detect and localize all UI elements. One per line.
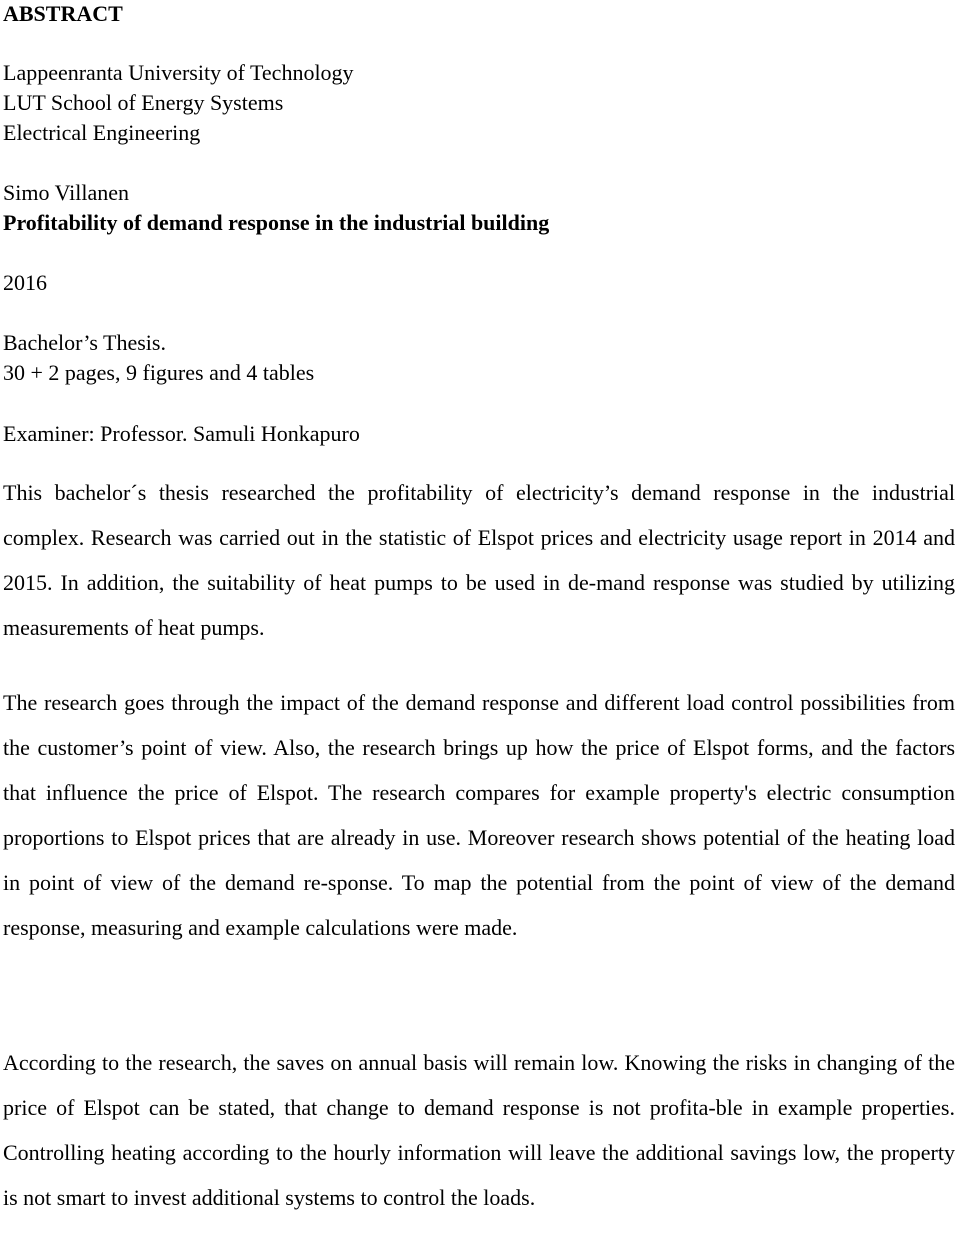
abstract-heading: ABSTRACT — [3, 1, 123, 26]
thesis-title: Profitability of demand response in the industrial building — [3, 210, 550, 235]
department-name: Electrical Engineering — [3, 120, 201, 145]
thesis-type: Bachelor’s Thesis. — [3, 330, 166, 355]
author-name: Simo Villanen — [3, 180, 129, 205]
abstract-paragraph-2: The research goes through the impact of the demand response and different load control possibilities from the customer’s point of view. Also, the research brings up how the price of Elspot forms, and the factors that influence the price of Elspot. The research compares for example property's electric consumption proportions to Elspot prices that are already in use. Moreover research shows potential of the heating load in point of view of the demand re-sponse. To map the potential from the point of view of the demand response, measuring and example calculations were made. — [3, 690, 955, 940]
abstract-paragraph-3: According to the research, the saves on annual basis will remain low. Knowing the risks in changing of the price of Elspot can be stated, that change to demand response is not profita-ble in example properties. Controlling heating according to the hourly information will leave the additional savings low, the property is not smart to invest additional systems to control the loads. — [3, 1050, 955, 1210]
page-info: 30 + 2 pages, 9 figures and 4 tables — [3, 360, 315, 385]
examiner: Examiner: Professor. Samuli Honkapuro — [3, 421, 360, 446]
thesis-year: 2016 — [3, 270, 47, 295]
abstract-paragraph-1: This bachelor´s thesis researched the profitability of electricity’s demand response in the industrial complex. Research was carried out in the statistic of Elspot prices and electricity usage report in 2014 and 2015. In addition, the suitability of heat pumps to be used in de-mand response was studied by utilizing measurements of heat pumps. — [3, 480, 955, 640]
school-name: LUT School of Energy Systems — [3, 90, 284, 115]
university-name: Lappeenranta University of Technology — [3, 60, 354, 85]
